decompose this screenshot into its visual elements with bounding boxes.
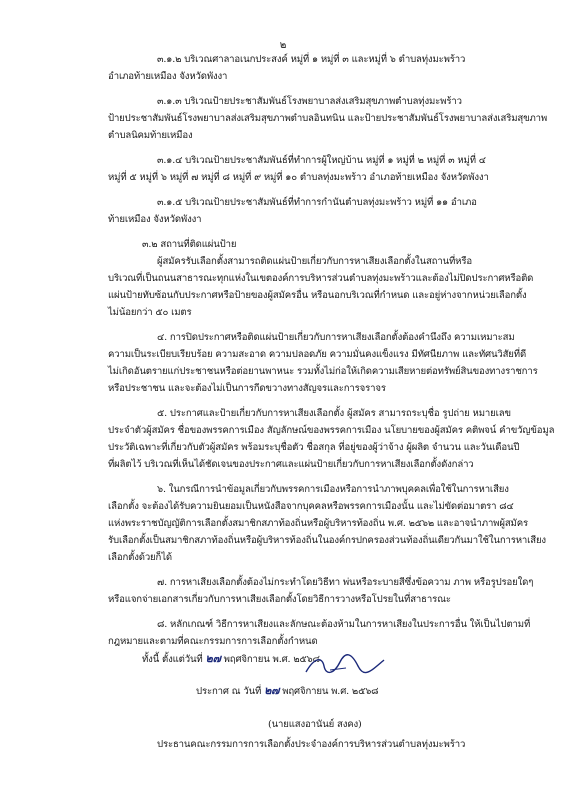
signer-title: ประธานคณะกรรมการการเลือกตั้งประจำองค์การบริหารส่วนตำบลทุ่งมะพร้าว [157, 739, 466, 750]
item-6: ๖. ในกรณีการนำข้อมูลเกี่ยวกับพรรคการเมืองหรือการนำภาพบุคคลเพื่อใช้ในการหาเสียง [157, 484, 509, 495]
item-4-cont2: ไม่เกิดอันตรายแก่ประชาชนหรือต่อยานพาหนะ รวมทั้งไม่ก่อให้เกิดความเสียหายต่อทรัพย์สินของทางราชการ [108, 366, 538, 377]
clause-3-1-5-cont: ท้ายเหมือง จังหวัดพังงา [108, 214, 202, 225]
section-3-2-p4: ไม่น้อยกว่า ๕๐ เมตร [108, 307, 192, 318]
item-5-cont3: ที่ผลิตไว้ บริเวณที่เห็นได้ชัดเจนของประกาศและแผ่นป้ายเกี่ยวกับการหาเสียงเลือกตั้งดังกล่าว [108, 459, 474, 470]
item-5: ๕. ประกาศและป้ายเกี่ยวกับการหาเสียงเลือกตั้ง ผู้สมัคร สามารถระบุชื่อ รูปถ่าย หมายเลข [157, 408, 511, 419]
item-7-cont: หรือแจกจ่ายเอกสารเกี่ยวกับการหาเสียงเลือกตั้งโดยวิธีการวางหรือโปรยในที่สาธารณะ [108, 594, 451, 605]
clause-3-1-3-cont: ป้ายประชาสัมพันธ์โรงพยาบาลส่งเสริมสุขภาพตำบลอินทนิน และป้ายประชาสัมพันธ์โรงพยาบาลส่งเสริมสุขภาพ [108, 113, 548, 124]
section-3-2-p2: บริเวณที่เป็นถนนสาธารณะทุกแห่งในเขตองค์การบริหารส่วนตำบลทุ่งมะพร้าวและต้องไม่ปิดประกาศหรือติด [108, 273, 534, 284]
item-8-cont: กฎหมายและตามที่คณะกรรมการการเลือกตั้งกำหนด [108, 636, 318, 647]
announce-date-prefix: ประกาศ ณ วันที่ [196, 686, 262, 697]
item-4-cont: ความเป็นระเบียบเรียบร้อย ความสะอาด ความปลอดภัย ความมั่นคงแข็งแรง มีทัศนียภาพ และทัศนวิสัยที่ดี [108, 349, 527, 360]
effective-date-suffix: พฤศจิกายน พ.ศ. ๒๕๖๘ [223, 654, 320, 665]
signer-name: (นายแสงอานันย์ สงคง) [268, 719, 362, 730]
item-6-cont3: รับเลือกตั้งเป็นสมาชิกสภาท้องถิ่นหรือผู้บริหารท้องถิ่นในองค์กรปกครองส่วนท้องถิ่นเดียวกันมาใช้ในการหาเสียง [108, 535, 546, 546]
item-5-cont2: ประวัติเฉพาะที่เกี่ยวกับตัวผู้สมัคร พร้อมระบุชื่อตัว ชื่อสกุล ที่อยู่ของผู้ว่าจ้าง ผู้ผลิต จำนวน และวันเดือนปี [108, 442, 520, 453]
clause-3-1-3: ๓.๑.๓ บริเวณป้ายประชาสัมพันธ์โรงพยาบาลส่งเสริมสุขภาพตำบลทุ่งมะพร้าว [157, 96, 462, 107]
item-6-cont2: แห่งพระราชบัญญัติการเลือกตั้งสมาชิกสภาท้องถิ่นหรือผู้บริหารท้องถิ่น พ.ศ. ๒๕๖๒ และอาจนำภาพผู้สมัคร [108, 518, 528, 529]
effective-date-day: ๒๗ [205, 652, 221, 665]
page-number: ๒ [279, 40, 287, 51]
item-6-cont4: เลือกตั้งด้วยก็ได้ [108, 552, 172, 563]
clause-3-1-2-cont: อำเภอท้ายเหมือง จังหวัดพังงา [108, 71, 228, 82]
announce-date [196, 684, 378, 698]
section-3-2-heading: ๓.๒ สถานที่ติดแผ่นป้าย [142, 239, 237, 250]
section-3-2-p3: แผ่นป้ายทับซ้อนกับประกาศหรือป้ายของผู้สมัครอื่น หรือนอกบริเวณที่กำหนด และอยู่ห่างจากหน่วยเลือกตั้ง [108, 290, 527, 301]
announce-date-suffix: พฤศจิกายน พ.ศ. ๒๕๖๘ [282, 686, 379, 697]
item-8: ๘. หลักเกณฑ์ วิธีการหาเสียงและลักษณะต้องห้ามในการหาเสียงในประการอื่น ให้เป็นไปตามที่ [157, 619, 531, 630]
clause-3-1-4-cont: หมู่ที่ ๕ หมู่ที่ ๖ หมู่ที่ ๗ หมู่ที่ ๘ หมู่ที่ ๙ หมู่ที่ ๑๐ ตำบลทุ่งมะพร้าว อำเภอท้ายเหมือง จังหวัดพังงา [108, 172, 489, 183]
clause-3-1-3-cont2: ตำบลนิคมท้ายเหมือง [108, 130, 193, 141]
effective-date [142, 652, 320, 666]
clause-3-1-5: ๓.๑.๕ บริเวณป้ายประชาสัมพันธ์ที่ทำการกำนันตำบลทุ่งมะพร้าว หมู่ที่ ๑๑ อำเภอ [157, 197, 477, 208]
section-3-2-p1: ผู้สมัครรับเลือกตั้งสามารถติดแผ่นป้ายเกี่ยวกับการหาเสียงเลือกตั้งในสถานที่หรือ [157, 256, 472, 267]
clause-3-1-2: ๓.๑.๒ บริเวณศาลาอเนกประสงค์ หมู่ที่ ๑ หมู่ที่ ๓ และหมู่ที่ ๖ ตำบลทุ่งมะพร้าว [157, 54, 466, 65]
item-4-cont3: หรือประชาชน และจะต้องไม่เป็นการกีดขวางทางสัญจรและการจราจร [108, 383, 386, 394]
item-7: ๗. การหาเสียงเลือกตั้งต้องไม่กระทำโดยวิธีทา พ่นหรือระบายสีซึ่งข้อความ ภาพ หรือรูปรอยใดๆ [157, 577, 534, 588]
effective-date-prefix: ทั้งนี้ ตั้งแต่วันที่ [142, 654, 203, 665]
item-4: ๔. การปิดประกาศหรือติดแผ่นป้ายเกี่ยวกับการหาเสียงเลือกตั้งต้องคำนึงถึง ความเหมาะสม [157, 332, 515, 343]
item-6-cont: เลือกตั้ง จะต้องได้รับความยินยอมเป็นหนังสือจากบุคคลหรือพรรคการเมืองนั้น และไม่ขัดต่อมาตรา ๘๔ [108, 501, 514, 512]
announce-date-day: ๒๗ [264, 684, 280, 697]
clause-3-1-4: ๓.๑.๔ บริเวณป้ายประชาสัมพันธ์ที่ทำการผู้ใหญ่บ้าน หมู่ที่ ๑ หมู่ที่ ๒ หมู่ที่ ๓ หมู่ที่ ๔ [157, 155, 486, 166]
signature-image [300, 650, 390, 680]
item-5-cont: ประจำตัวผู้สมัคร ชื่อของพรรคการเมือง สัญลักษณ์ของพรรคการเมือง นโยบายของผู้สมัคร คติพจน์ คำขวัญข้อมูล [108, 425, 555, 436]
